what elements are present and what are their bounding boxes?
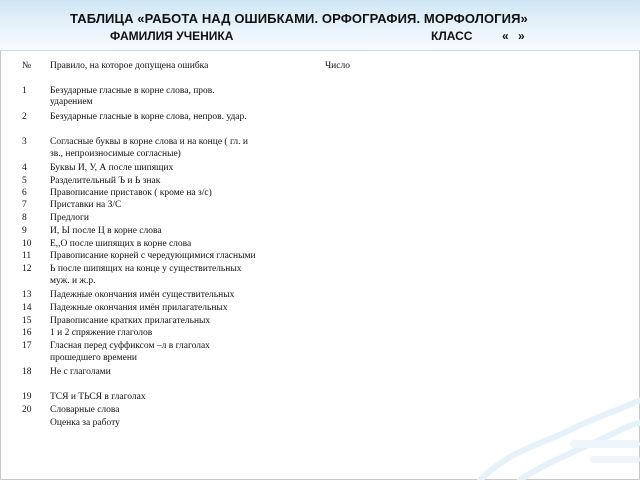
- row-rule-text-continued: ударением: [50, 97, 93, 107]
- row-rule-text: Правописание приставок ( кроме на з/с): [50, 188, 212, 198]
- row-number: 18: [22, 367, 32, 377]
- class-label: КЛАСС: [431, 29, 473, 43]
- row-rule-text: Безударные гласные в корне слова, пров.: [50, 86, 215, 96]
- column-header-count: Число: [325, 61, 350, 71]
- row-rule-text: Приставки на З/С: [50, 200, 122, 210]
- row-rule-text: Падежные окончания имён существительных: [50, 290, 235, 300]
- row-rule-text: И, Ы после Ц в корне слова: [50, 226, 162, 236]
- row-rule-text: Ь после шипящих на конце у существительных: [50, 264, 242, 274]
- row-rule-text: Согласные буквы в корне слова и на конце ( гл. и: [50, 137, 248, 147]
- row-number: 16: [22, 328, 32, 338]
- row-number: 1: [22, 86, 27, 96]
- row-rule-text: ТСЯ и ТЬСЯ в глаголах: [50, 392, 146, 402]
- row-number: 3: [22, 137, 27, 147]
- row-rule-text: Разделительный Ъ и Ь знак: [50, 176, 161, 186]
- row-number: 9: [22, 226, 27, 236]
- class-quotes: « »: [502, 29, 525, 43]
- row-rule-text: Не с глаголами: [50, 367, 111, 377]
- row-number: 7: [22, 200, 27, 210]
- row-number: 19: [22, 392, 32, 402]
- row-rule-text-continued: муж. и ж.р.: [50, 276, 96, 286]
- student-name-label: ФАМИЛИЯ УЧЕНИКА: [110, 29, 234, 43]
- column-header-number: №: [22, 61, 32, 71]
- row-rule-text: Словарные слова: [50, 405, 120, 415]
- row-rule-text: Падежные окончания имён прилагательных: [50, 303, 228, 313]
- row-number: 8: [22, 213, 27, 223]
- row-number: 5: [22, 176, 27, 186]
- row-rule-text: 1 и 2 спряжение глаголов: [50, 328, 153, 338]
- row-number: 13: [22, 290, 32, 300]
- row-rule-text: Буквы И, У, А после шипящих: [50, 163, 174, 173]
- row-number: 20: [22, 405, 32, 415]
- row-number: 10: [22, 239, 32, 249]
- row-number: 6: [22, 188, 27, 198]
- row-rule-text: Предлоги: [50, 213, 90, 223]
- page-title: ТАБЛИЦА «РАБОТА НАД ОШИБКАМИ. ОРФОГРАФИЯ. МОРФОЛОГИЯ»: [70, 11, 528, 26]
- grade-row-label: Оценка за работу: [50, 418, 120, 428]
- row-rule-text-continued: прошедшего времени: [50, 353, 137, 363]
- row-rule-text: Правописание корней с чередующимися гласными: [50, 251, 256, 261]
- column-header-rule: Правило, на которое допущена ошибка: [50, 61, 209, 71]
- row-number: 11: [22, 251, 32, 261]
- row-rule-text: Безударные гласные в корне слова, непров. удар.: [50, 112, 247, 122]
- row-number: 15: [22, 316, 32, 326]
- row-rule-text: Е,,О после шипящих в корне слова: [50, 239, 192, 249]
- row-number: 17: [22, 341, 32, 351]
- row-rule-text: Правописание кратких прилагательных: [50, 316, 211, 326]
- row-rule-text: Гласная перед суффиксом –л в глаголах: [50, 341, 210, 351]
- row-number: 12: [22, 264, 32, 274]
- row-rule-text-continued: зв., непроизносимые согласные): [50, 149, 181, 159]
- row-number: 2: [22, 112, 27, 122]
- row-number: 14: [22, 303, 32, 313]
- row-number: 4: [22, 163, 27, 173]
